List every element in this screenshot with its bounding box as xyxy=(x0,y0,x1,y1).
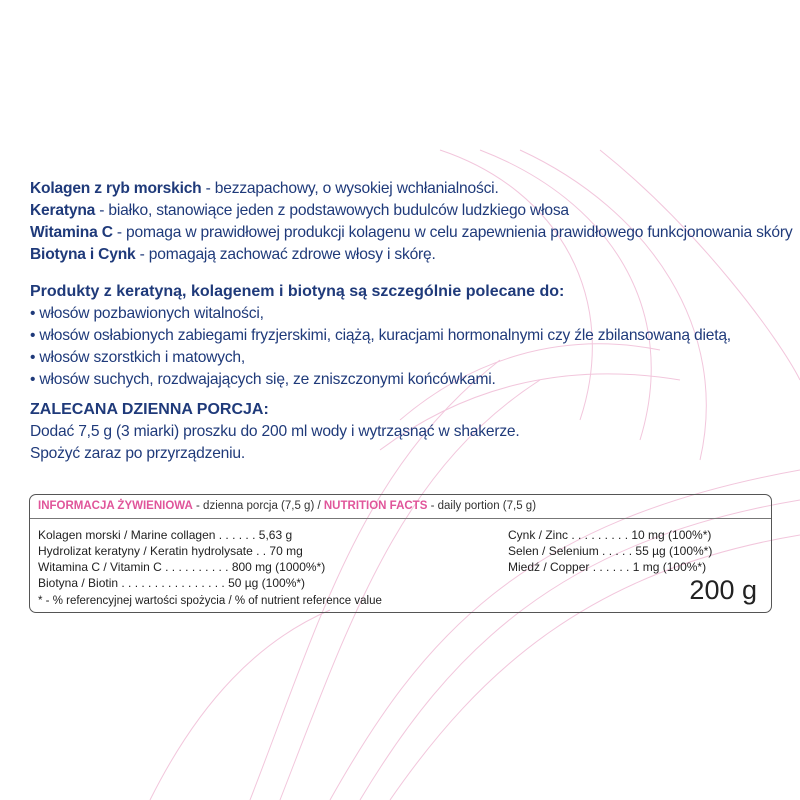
ingredient-name: Kolagen z ryb morskich xyxy=(30,180,202,197)
ingredient-description: - bezzapachowy, o wysokiej wchłanialności. xyxy=(201,180,499,197)
nutrition-row: Miedź / Copper . . . . . . 1 mg (100%*) xyxy=(508,560,707,574)
nutrition-row: Selen / Selenium . . . . . 55 µg (100%*) xyxy=(508,544,713,558)
portion-pl: - dzienna porcja (7,5 g) / xyxy=(192,500,324,512)
nutrition-facts-box xyxy=(29,494,772,613)
dosage-heading: ZALECANA DZIENNA PORCJA: xyxy=(30,401,269,418)
portion-en: - daily portion (7,5 g) xyxy=(427,500,537,512)
nutrition-row: Kolagen morski / Marine collagen . . . . . . 5,63 g xyxy=(38,528,293,542)
ingredient-name: Witamina C xyxy=(30,224,113,241)
list-item: • włosów pozbawionych witalności, xyxy=(30,305,264,322)
intro-line-collagen xyxy=(30,178,795,200)
dosage-line: Dodać 7,5 g (3 miarki) proszku do 200 ml wody i wytrząsnąć w shakerze. xyxy=(30,423,520,440)
ingredient-description: - pomagają zachować zdrowe włosy i skórę. xyxy=(135,246,436,263)
nutrition-header xyxy=(38,500,536,512)
nutrition-row: Cynk / Zinc . . . . . . . . . 10 mg (100%*) xyxy=(508,528,712,542)
recommended-heading: Produkty z keratyną, kolagenem i biotyną są szczególnie polecane do: xyxy=(30,283,565,300)
list-item: • włosów szorstkich i matowych, xyxy=(30,349,246,366)
nutrition-divider xyxy=(30,518,771,519)
nutrition-row: Hydrolizat keratyny / Keratin hydrolysate . . 70 mg xyxy=(38,544,303,558)
nutrition-footnote: * - % referencyjnej wartości spożycia / % of nutrient reference value xyxy=(38,595,382,607)
product-description xyxy=(30,178,795,465)
intro-line-biotin-zinc xyxy=(30,244,795,266)
nutrition-title-pl: INFORMACJA ŻYWIENIOWA xyxy=(38,500,193,512)
intro-line-vitamin-c xyxy=(30,222,795,244)
nutrition-row: Witamina C / Vitamin C . . . . . . . . . . 800 mg (1000%*) xyxy=(38,560,326,574)
nutrition-title-en: NUTRITION FACTS xyxy=(323,500,428,512)
ingredient-description: - białko, stanowiące jeden z podstawowych budulców ludzkiego włosa xyxy=(95,202,569,219)
recommended-list xyxy=(30,303,795,391)
list-item: • włosów suchych, rozdwajających się, ze zniszczonymi końcówkami. xyxy=(30,371,496,388)
intro-line-keratin xyxy=(30,200,795,222)
list-item: • włosów osłabionych zabiegami fryzjerskimi, ciążą, kuracjami hormonalnymi czy źle zbilansowaną dietą, xyxy=(30,327,731,344)
ingredient-name: Keratyna xyxy=(30,202,96,219)
ingredient-name: Biotyna i Cynk xyxy=(30,246,136,263)
dosage-line: Spożyć zaraz po przyrządzeniu. xyxy=(30,445,246,462)
ingredient-description: - pomaga w prawidłowej produkcji kolagenu w celu zapewnienia prawidłowego funkcjonowania skóry xyxy=(112,224,793,241)
nutrition-row: Biotyna / Biotin . . . . . . . . . . . . . . . . 50 µg (100%*) xyxy=(38,576,306,590)
net-weight: 200 g xyxy=(689,575,757,605)
